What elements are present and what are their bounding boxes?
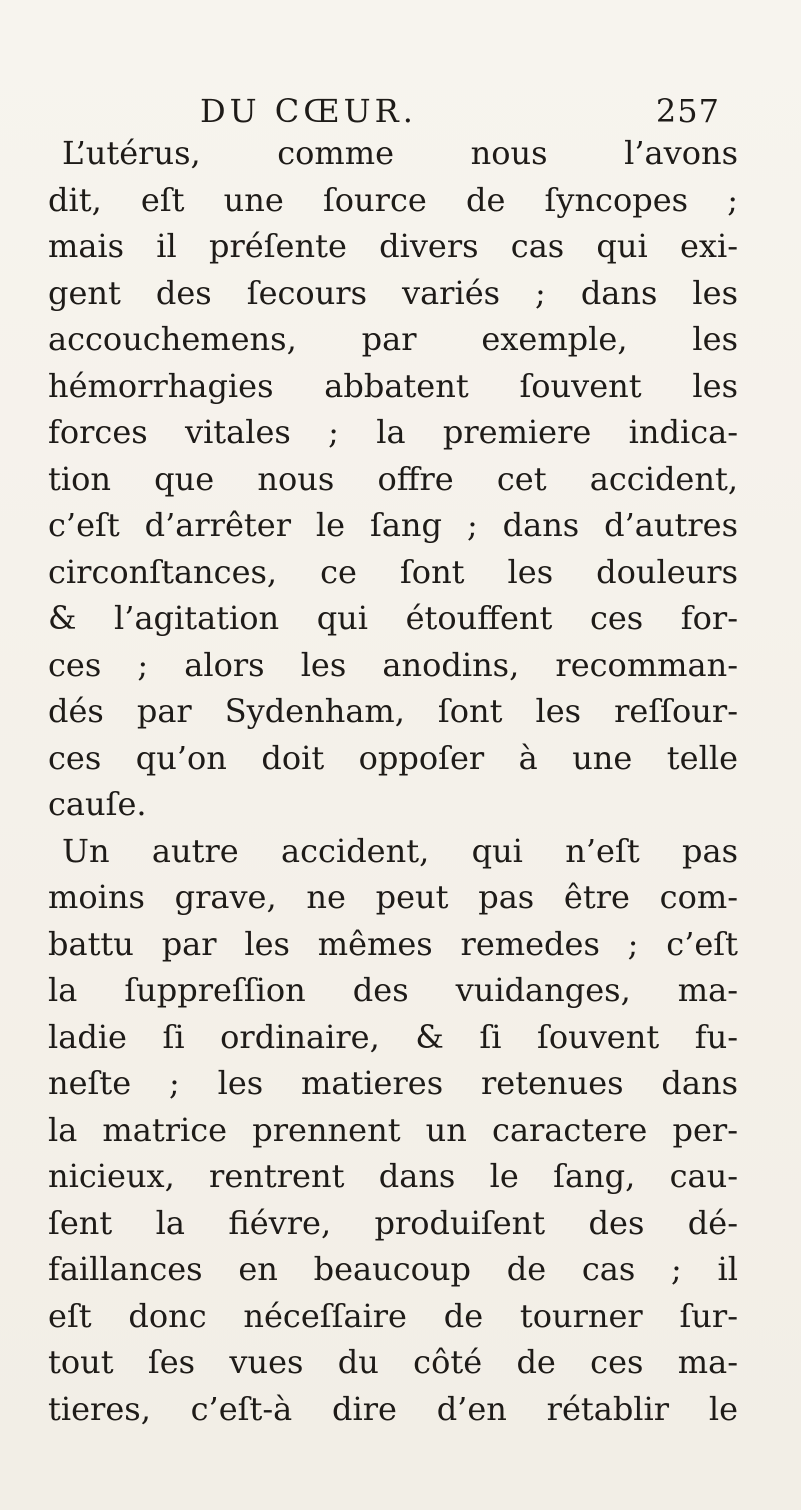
text-line: circonſtances, ce ſont les douleurs: [48, 552, 738, 591]
text-line: tion que nous offre cet accident,: [48, 459, 738, 498]
text-line: moins grave, ne peut pas être com-: [48, 878, 738, 916]
text-line: ces qu’on doit oppoſer à une telle: [48, 738, 738, 777]
text-line: tieres, c’eſt-à dire d’en rétablir le: [48, 1389, 738, 1428]
text-line: & l’agitation qui étouffent ces for-: [48, 599, 738, 637]
text-line: mais il préſente divers cas qui exi-: [48, 227, 738, 265]
text-line: ſent la fiévre, produiſent des dé-: [48, 1203, 738, 1242]
text-line: cauſe.: [48, 785, 147, 823]
running-head-title: DU CŒUR.: [200, 92, 417, 130]
text-line: Un autre accident, qui n’eſt pas: [62, 831, 738, 870]
text-line: dit, eſt une ſource de ſyncopes ;: [48, 180, 738, 219]
text-line: eſt donc néceſſaire de tourner ſur-: [48, 1296, 738, 1335]
text-line: tout ſes vues du côté de ces ma-: [48, 1343, 738, 1381]
text-line: la ſuppreſſion des vuidanges, ma-: [48, 971, 738, 1009]
text-line: dés par Sydenham, ſont les reſſour-: [48, 692, 738, 730]
text-line: ladie ſi ordinaire, & ſi ſouvent fu-: [48, 1017, 738, 1056]
text-line: ces ; alors les anodins, recomman-: [48, 645, 738, 684]
text-line: neſte ; les matieres retenues dans: [48, 1064, 738, 1102]
body-text: [48, 130, 738, 1432]
text-line: la matrice prennent un caractere per-: [48, 1110, 738, 1149]
text-line: faillances en beaucoup de cas ; il: [48, 1250, 738, 1288]
text-line: nicieux, rentrent dans le ſang, cau-: [48, 1157, 738, 1195]
text-line: forces vitales ; la premiere indica-: [48, 413, 738, 451]
text-line: accouchemens, par exemple, les: [48, 320, 738, 358]
running-head: [200, 92, 720, 130]
text-line: gent des ſecours variés ; dans les: [48, 273, 738, 312]
page-number: 257: [655, 92, 720, 130]
text-line: L’utérus, comme nous l’avons: [62, 134, 738, 172]
text-line: hémorrhagies abbatent ſouvent les: [48, 366, 738, 405]
text-line: c’eſt d’arrêter le ſang ; dans d’autres: [48, 506, 738, 544]
text-line: battu par les mêmes remedes ; c’eſt: [48, 924, 738, 963]
